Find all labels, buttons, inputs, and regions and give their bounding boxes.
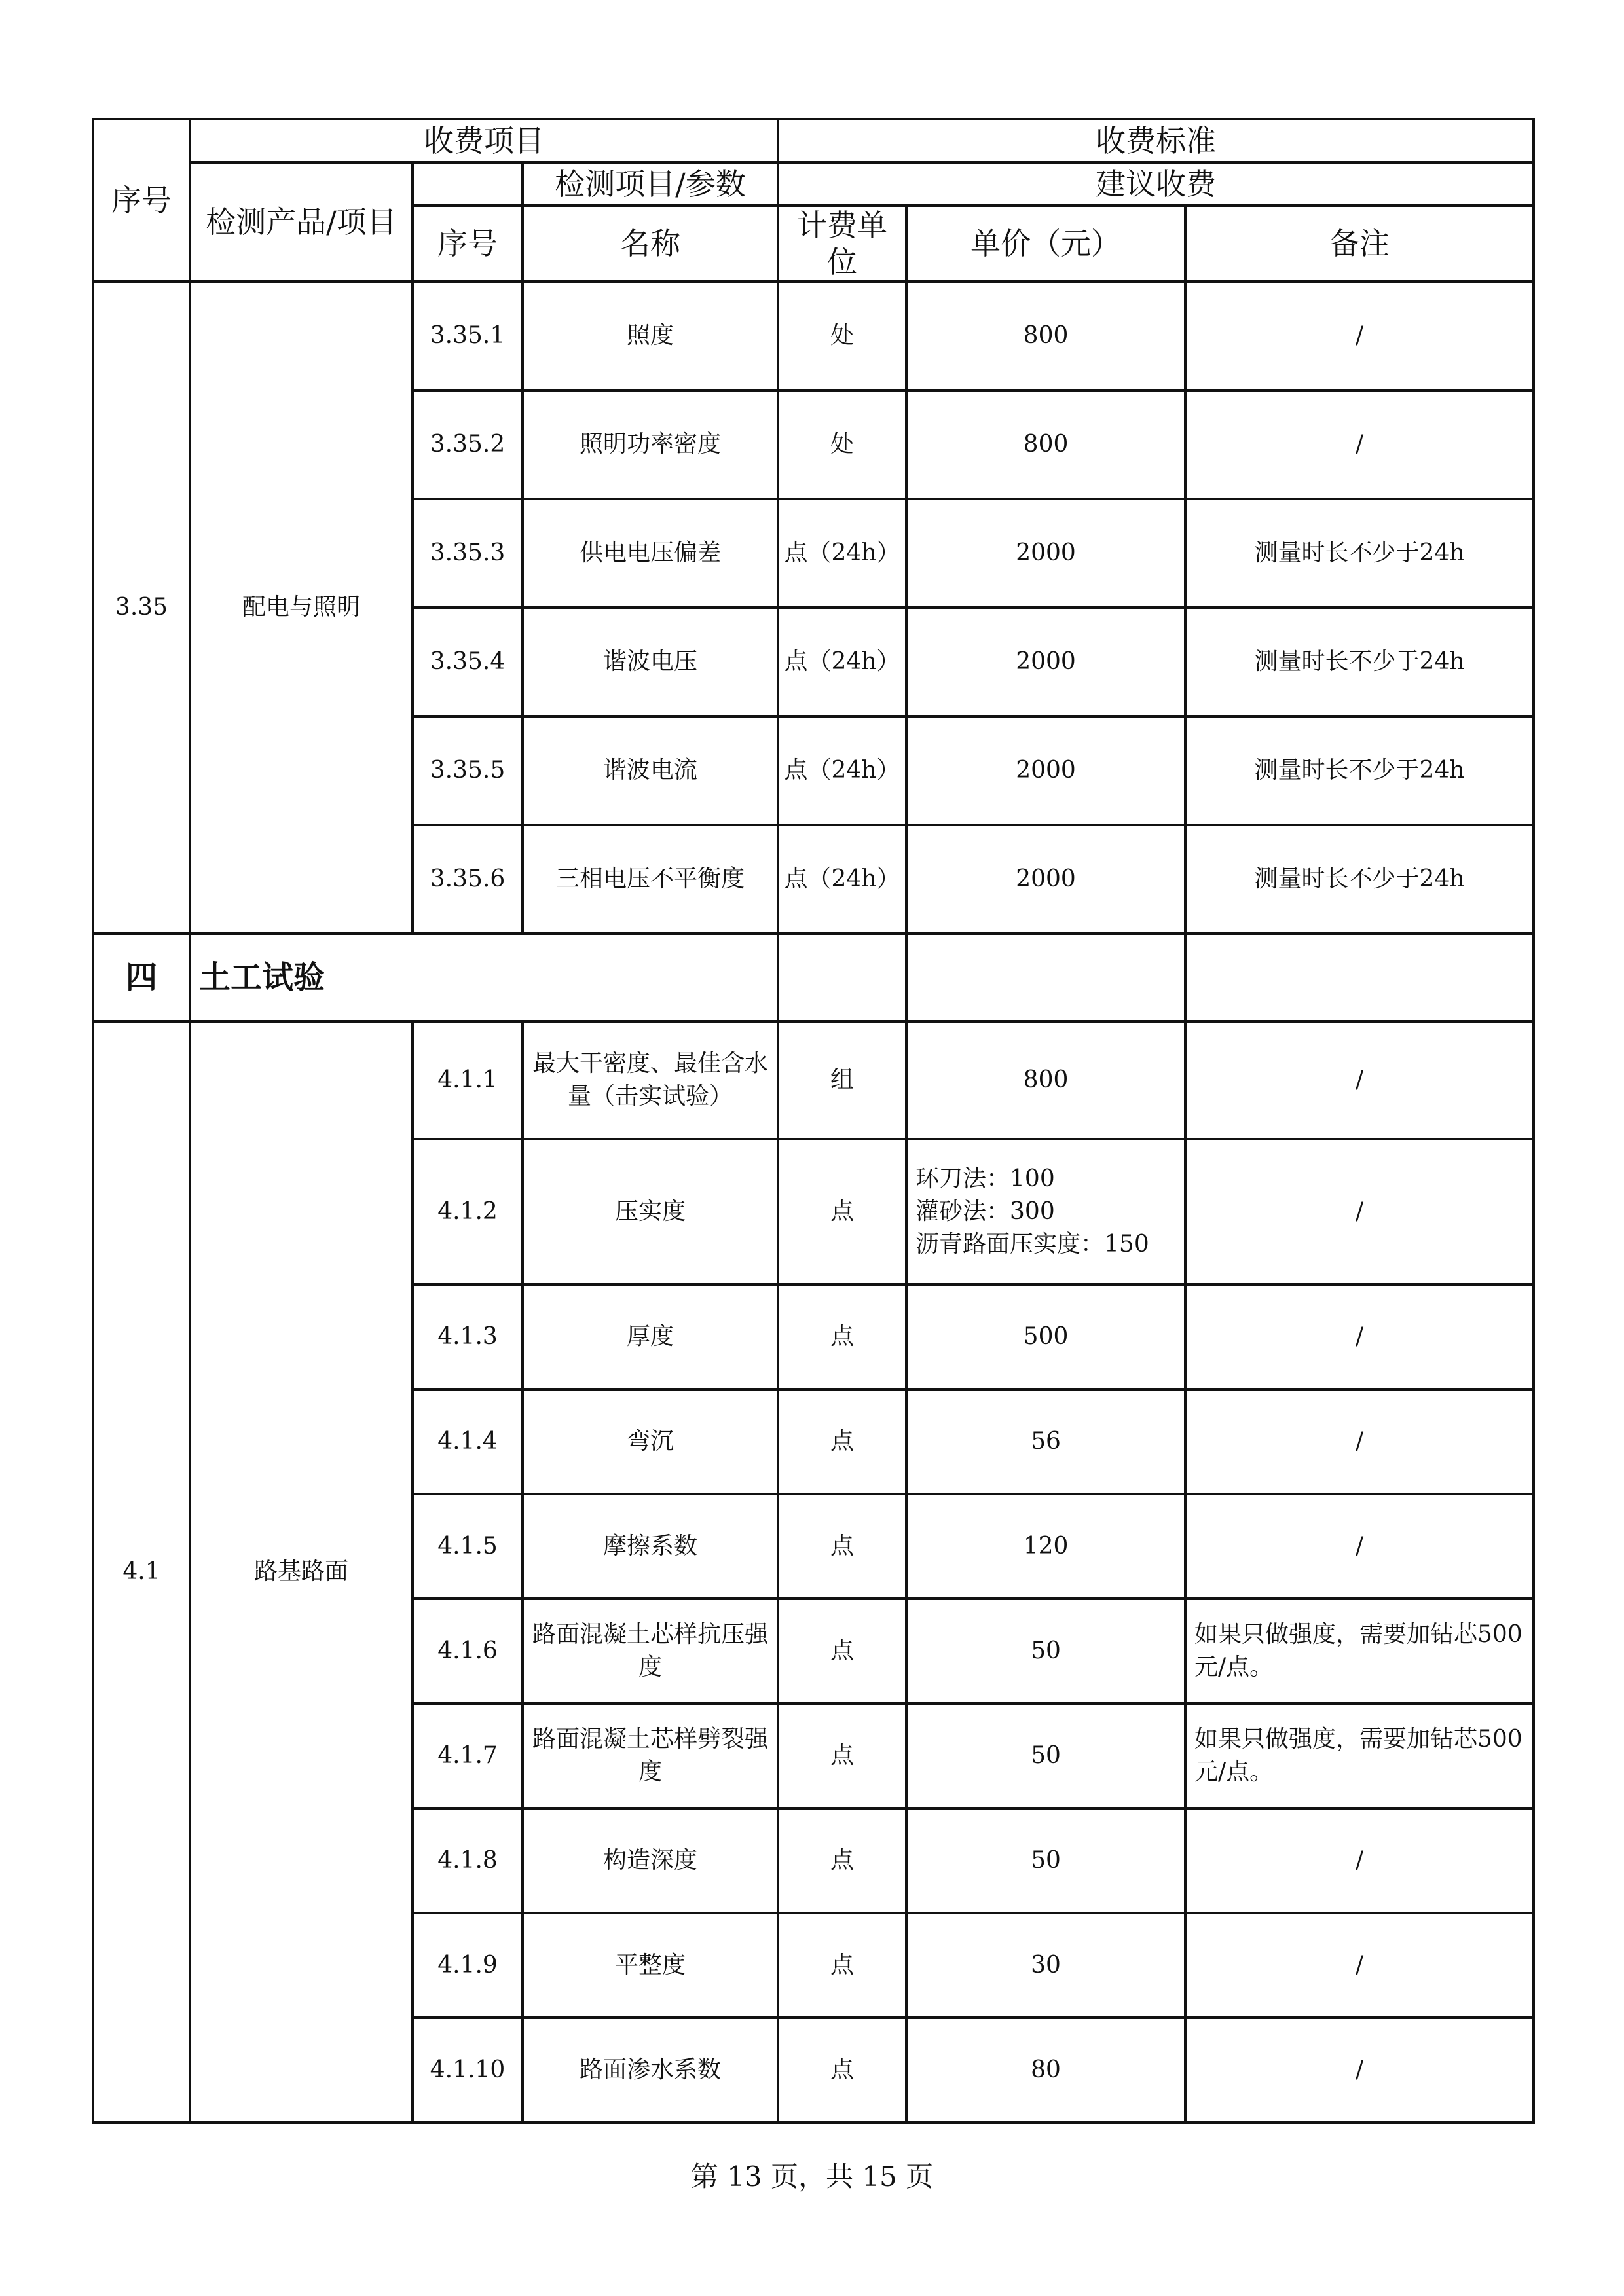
item-remark: /	[1185, 2018, 1534, 2123]
item-unit: 处	[778, 282, 906, 390]
item-remark: /	[1185, 1913, 1534, 2018]
item-name: 路面渗水系数	[523, 2018, 778, 2123]
group-product: 配电与照明	[190, 282, 413, 934]
price-line: 灌砂法：300	[915, 1198, 1055, 1225]
item-remark: 如果只做强度，需要加钻芯500元/点。	[1185, 1599, 1534, 1704]
item-price: 80	[906, 2018, 1185, 2123]
item-name: 路面混凝土芯样抗压强度	[523, 1599, 778, 1704]
item-name: 平整度	[523, 1913, 778, 2018]
item-seq: 4.1.5	[413, 1494, 523, 1599]
group-seq: 3.35	[93, 282, 190, 934]
item-seq: 3.35.1	[413, 282, 523, 390]
item-name: 弯沉	[523, 1389, 778, 1494]
item-unit: 点	[778, 1599, 906, 1704]
item-unit: 点	[778, 1285, 906, 1389]
group-3-35	[93, 282, 1534, 934]
header-unit: 计费单位	[778, 206, 906, 282]
header-param: 检测项目/参数	[523, 162, 778, 206]
item-remark: /	[1185, 1389, 1534, 1494]
table-row	[93, 1021, 1534, 1139]
item-price: 120	[906, 1494, 1185, 1599]
item-seq: 4.1.8	[413, 1808, 523, 1913]
item-unit: 点（24h）	[778, 608, 906, 716]
item-seq: 3.35.4	[413, 608, 523, 716]
item-remark: /	[1185, 390, 1534, 499]
header-name: 名称	[523, 206, 778, 282]
group-4-1	[93, 1021, 1534, 2123]
item-unit: 点（24h）	[778, 499, 906, 608]
section-seq: 四	[93, 934, 190, 1021]
item-price: 2000	[906, 825, 1185, 934]
item-price: 30	[906, 1913, 1185, 2018]
item-seq: 3.35.2	[413, 390, 523, 499]
item-price: 800	[906, 282, 1185, 390]
item-remark: 测量时长不少于24h	[1185, 825, 1534, 934]
item-unit: 点	[778, 1389, 906, 1494]
section-empty-cell	[1185, 934, 1534, 1021]
item-remark: 如果只做强度，需要加钻芯500元/点。	[1185, 1704, 1534, 1808]
item-name: 摩擦系数	[523, 1494, 778, 1599]
item-price: 50	[906, 1599, 1185, 1704]
item-name: 最大干密度、最佳含水量（击实试验）	[523, 1021, 778, 1139]
section-empty-cell	[778, 934, 906, 1021]
item-name: 照度	[523, 282, 778, 390]
item-price: 800	[906, 1021, 1185, 1139]
header-sub-seq: 序号	[413, 206, 523, 282]
item-name: 路面混凝土芯样劈裂强度	[523, 1704, 778, 1808]
item-remark: /	[1185, 1285, 1534, 1389]
item-price: 500	[906, 1285, 1185, 1389]
item-seq: 4.1.4	[413, 1389, 523, 1494]
item-price: 50	[906, 1704, 1185, 1808]
item-remark: 测量时长不少于24h	[1185, 499, 1534, 608]
page-number: 第 13 页，共 15 页	[690, 2160, 934, 2193]
section-title: 土工试验	[190, 934, 778, 1021]
item-remark: 测量时长不少于24h	[1185, 716, 1534, 825]
price-line: 环刀法：100	[915, 1165, 1055, 1192]
item-remark: /	[1185, 1808, 1534, 1913]
table-row	[93, 282, 1534, 390]
price-line: 沥青路面压实度：150	[915, 1231, 1149, 1258]
item-name: 三相电压不平衡度	[523, 825, 778, 934]
section-row	[93, 934, 1534, 1021]
item-name: 照明功率密度	[523, 390, 778, 499]
item-price: 50	[906, 1808, 1185, 1913]
item-remark: 测量时长不少于24h	[1185, 608, 1534, 716]
item-price: 800	[906, 390, 1185, 499]
item-price: 2000	[906, 608, 1185, 716]
item-name: 供电电压偏差	[523, 499, 778, 608]
header-price: 单价（元）	[906, 206, 1185, 282]
header-product: 检测产品/项目	[190, 162, 413, 282]
header-remark: 备注	[1185, 206, 1534, 282]
item-name: 谐波电流	[523, 716, 778, 825]
item-seq: 3.35.5	[413, 716, 523, 825]
item-price: 2000	[906, 499, 1185, 608]
item-seq: 4.1.7	[413, 1704, 523, 1808]
item-remark: /	[1185, 1494, 1534, 1599]
fee-table	[92, 118, 1535, 2124]
item-remark: /	[1185, 282, 1534, 390]
item-price: 56	[906, 1389, 1185, 1494]
item-name: 厚度	[523, 1285, 778, 1389]
header-seq: 序号	[93, 119, 190, 282]
item-unit: 组	[778, 1021, 906, 1139]
item-unit: 处	[778, 390, 906, 499]
item-unit: 点	[778, 1808, 906, 1913]
item-seq: 4.1.1	[413, 1021, 523, 1139]
group-seq: 4.1	[93, 1021, 190, 2123]
header-fee-standard: 收费标准	[778, 119, 1534, 162]
header-fee-item: 收费项目	[190, 119, 778, 162]
item-unit: 点	[778, 1494, 906, 1599]
header-suggested-fee: 建议收费	[778, 162, 1534, 206]
item-seq: 4.1.10	[413, 2018, 523, 2123]
item-unit: 点	[778, 1704, 906, 1808]
section-empty-cell	[906, 934, 1185, 1021]
item-remark: /	[1185, 1021, 1534, 1139]
item-seq: 4.1.2	[413, 1139, 523, 1285]
item-seq: 3.35.6	[413, 825, 523, 934]
item-name: 谐波电压	[523, 608, 778, 716]
item-name: 构造深度	[523, 1808, 778, 1913]
item-unit: 点	[778, 2018, 906, 2123]
item-price: 2000	[906, 716, 1185, 825]
item-unit: 点（24h）	[778, 825, 906, 934]
item-seq: 4.1.9	[413, 1913, 523, 2018]
item-unit: 点	[778, 1139, 906, 1285]
item-price	[906, 1139, 1185, 1285]
header-blank	[413, 162, 523, 206]
item-name: 压实度	[523, 1139, 778, 1285]
group-product: 路基路面	[190, 1021, 413, 2123]
item-unit: 点（24h）	[778, 716, 906, 825]
item-seq: 4.1.3	[413, 1285, 523, 1389]
item-remark: /	[1185, 1139, 1534, 1285]
item-seq: 3.35.3	[413, 499, 523, 608]
item-seq: 4.1.6	[413, 1599, 523, 1704]
item-unit: 点	[778, 1913, 906, 2018]
